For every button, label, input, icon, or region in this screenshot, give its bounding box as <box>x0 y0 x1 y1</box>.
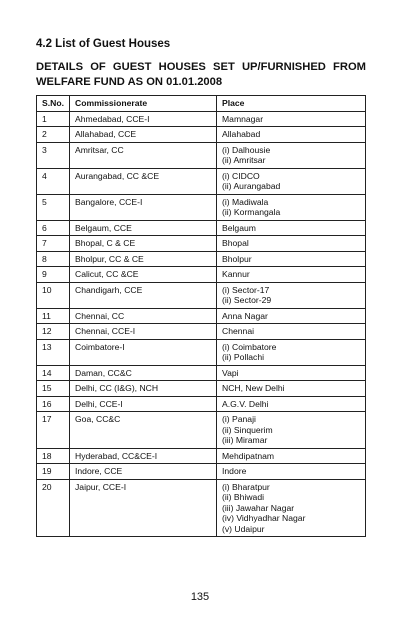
row-serial-number: 12 <box>37 324 70 340</box>
place-name: (iv) Vidhyadhar Nagar <box>222 513 306 523</box>
table-row <box>37 111 366 127</box>
place-name: (i) Panaji <box>222 414 256 424</box>
place-name: (ii) Amritsar <box>222 155 266 165</box>
row-commissionerate: Hyderabad, CC&CE-I <box>70 448 217 464</box>
place-name: (iii) Jawahar Nagar <box>222 502 295 513</box>
table-row <box>37 381 366 397</box>
table-row <box>37 365 366 381</box>
row-serial-number: 1 <box>37 111 70 127</box>
place-name: A.G.V. Delhi <box>222 398 269 409</box>
row-place <box>217 267 366 283</box>
place-name: (ii) Sinquerim <box>222 424 273 435</box>
row-place <box>217 168 366 194</box>
row-place <box>217 194 366 220</box>
place-name: (i) Madiwala <box>222 196 269 207</box>
row-place <box>217 251 366 267</box>
row-serial-number: 7 <box>37 236 70 252</box>
row-commissionerate: Indore, CCE <box>70 464 217 480</box>
row-place <box>217 220 366 236</box>
row-place <box>217 142 366 168</box>
place-name: Vapi <box>222 367 239 378</box>
place-name: (ii) Kormangala <box>222 207 281 217</box>
row-commissionerate: Bholpur, CC & CE <box>70 251 217 267</box>
row-place <box>217 111 366 127</box>
table-row <box>37 194 366 220</box>
place-name: (i) Dalhousie <box>222 144 271 155</box>
row-place <box>217 464 366 480</box>
row-commissionerate: Delhi, CC (I&G), NCH <box>70 381 217 397</box>
row-place <box>217 127 366 143</box>
place-name: Indore <box>222 466 247 476</box>
row-commissionerate: Allahabad, CCE <box>70 127 217 143</box>
table-row <box>37 168 366 194</box>
row-place <box>217 381 366 397</box>
table-row <box>37 127 366 143</box>
table-row <box>37 412 366 449</box>
place-name: Belgaum <box>222 222 256 233</box>
row-serial-number: 8 <box>37 251 70 267</box>
place-name: (i) Coimbatore <box>222 341 277 352</box>
table-row <box>37 282 366 308</box>
table-row <box>37 308 366 324</box>
row-serial-number: 20 <box>37 479 70 537</box>
column-header-place: Place <box>217 96 366 112</box>
place-name: Mehdipatnam <box>222 450 275 461</box>
table-row <box>37 339 366 365</box>
row-place <box>217 324 366 340</box>
place-name: Bhopal <box>222 238 249 248</box>
place-name: (i) CIDCO <box>222 170 260 181</box>
row-place <box>217 396 366 412</box>
place-name: (iii) Miramar <box>222 435 268 445</box>
table-body <box>37 111 366 537</box>
place-name: Bholpur <box>222 253 252 264</box>
row-place <box>217 448 366 464</box>
place-name: Chennai <box>222 326 255 336</box>
row-serial-number: 3 <box>37 142 70 168</box>
row-serial-number: 16 <box>37 396 70 412</box>
row-commissionerate: Chennai, CCE-I <box>70 324 217 340</box>
table-row <box>37 324 366 340</box>
row-commissionerate: Daman, CC&C <box>70 365 217 381</box>
table-row <box>37 220 366 236</box>
table-row <box>37 448 366 464</box>
table-row <box>37 479 366 537</box>
row-serial-number: 6 <box>37 220 70 236</box>
row-serial-number: 5 <box>37 194 70 220</box>
place-name: NCH, New Delhi <box>222 383 285 393</box>
row-commissionerate: Delhi, CCE-I <box>70 396 217 412</box>
row-commissionerate: Chandigarh, CCE <box>70 282 217 308</box>
guest-house-table <box>36 95 366 537</box>
place-name: (ii) Sector-29 <box>222 295 272 305</box>
table-header-row <box>37 96 366 112</box>
column-header-sno: S.No. <box>37 96 70 112</box>
column-header-commissionerate: Commissionerate <box>70 96 217 112</box>
table-row <box>37 251 366 267</box>
place-name: Kannur <box>222 269 250 279</box>
row-commissionerate: Belgaum, CCE <box>70 220 217 236</box>
row-commissionerate: Amritsar, CC <box>70 142 217 168</box>
row-commissionerate: Bhopal, C & CE <box>70 236 217 252</box>
table-row <box>37 267 366 283</box>
row-commissionerate: Aurangabad, CC &CE <box>70 168 217 194</box>
table-row <box>37 142 366 168</box>
row-place <box>217 412 366 449</box>
row-commissionerate: Ahmedabad, CCE-I <box>70 111 217 127</box>
place-name: (ii) Bhiwadi <box>222 492 265 502</box>
place-name: Allahabad <box>222 129 261 139</box>
page-heading: DETAILS OF GUEST HOUSES SET UP/FURNISHED FROM WELFARE FUND AS ON 01.01.2008 <box>36 61 366 88</box>
section-title: 4.2 List of Guest Houses <box>36 38 171 50</box>
row-place <box>217 479 366 537</box>
row-commissionerate: Jaipur, CCE-I <box>70 479 217 537</box>
row-serial-number: 19 <box>37 464 70 480</box>
row-commissionerate: Coimbatore-I <box>70 339 217 365</box>
place-name: (i) Bharatpur <box>222 481 270 492</box>
place-name: (ii) Aurangabad <box>222 181 281 191</box>
table-row <box>37 464 366 480</box>
page-number: 135 <box>190 591 210 603</box>
place-name: (i) Sector-17 <box>222 284 270 295</box>
row-serial-number: 4 <box>37 168 70 194</box>
row-serial-number: 18 <box>37 448 70 464</box>
row-place <box>217 339 366 365</box>
row-serial-number: 10 <box>37 282 70 308</box>
table-row <box>37 396 366 412</box>
row-commissionerate: Chennai, CC <box>70 308 217 324</box>
row-serial-number: 17 <box>37 412 70 449</box>
row-serial-number: 15 <box>37 381 70 397</box>
place-name: Anna Nagar <box>222 310 268 321</box>
row-place <box>217 365 366 381</box>
place-name: (ii) Pollachi <box>222 352 265 362</box>
row-serial-number: 2 <box>37 127 70 143</box>
row-serial-number: 9 <box>37 267 70 283</box>
row-commissionerate: Goa, CC&C <box>70 412 217 449</box>
row-commissionerate: Bangalore, CCE-I <box>70 194 217 220</box>
row-place <box>217 236 366 252</box>
table-row <box>37 236 366 252</box>
row-place <box>217 282 366 308</box>
row-serial-number: 11 <box>37 308 70 324</box>
row-serial-number: 14 <box>37 365 70 381</box>
row-place <box>217 308 366 324</box>
row-commissionerate: Calicut, CC &CE <box>70 267 217 283</box>
row-serial-number: 13 <box>37 339 70 365</box>
place-name: (v) Udaipur <box>222 523 265 534</box>
place-name: Mamnagar <box>222 113 264 124</box>
